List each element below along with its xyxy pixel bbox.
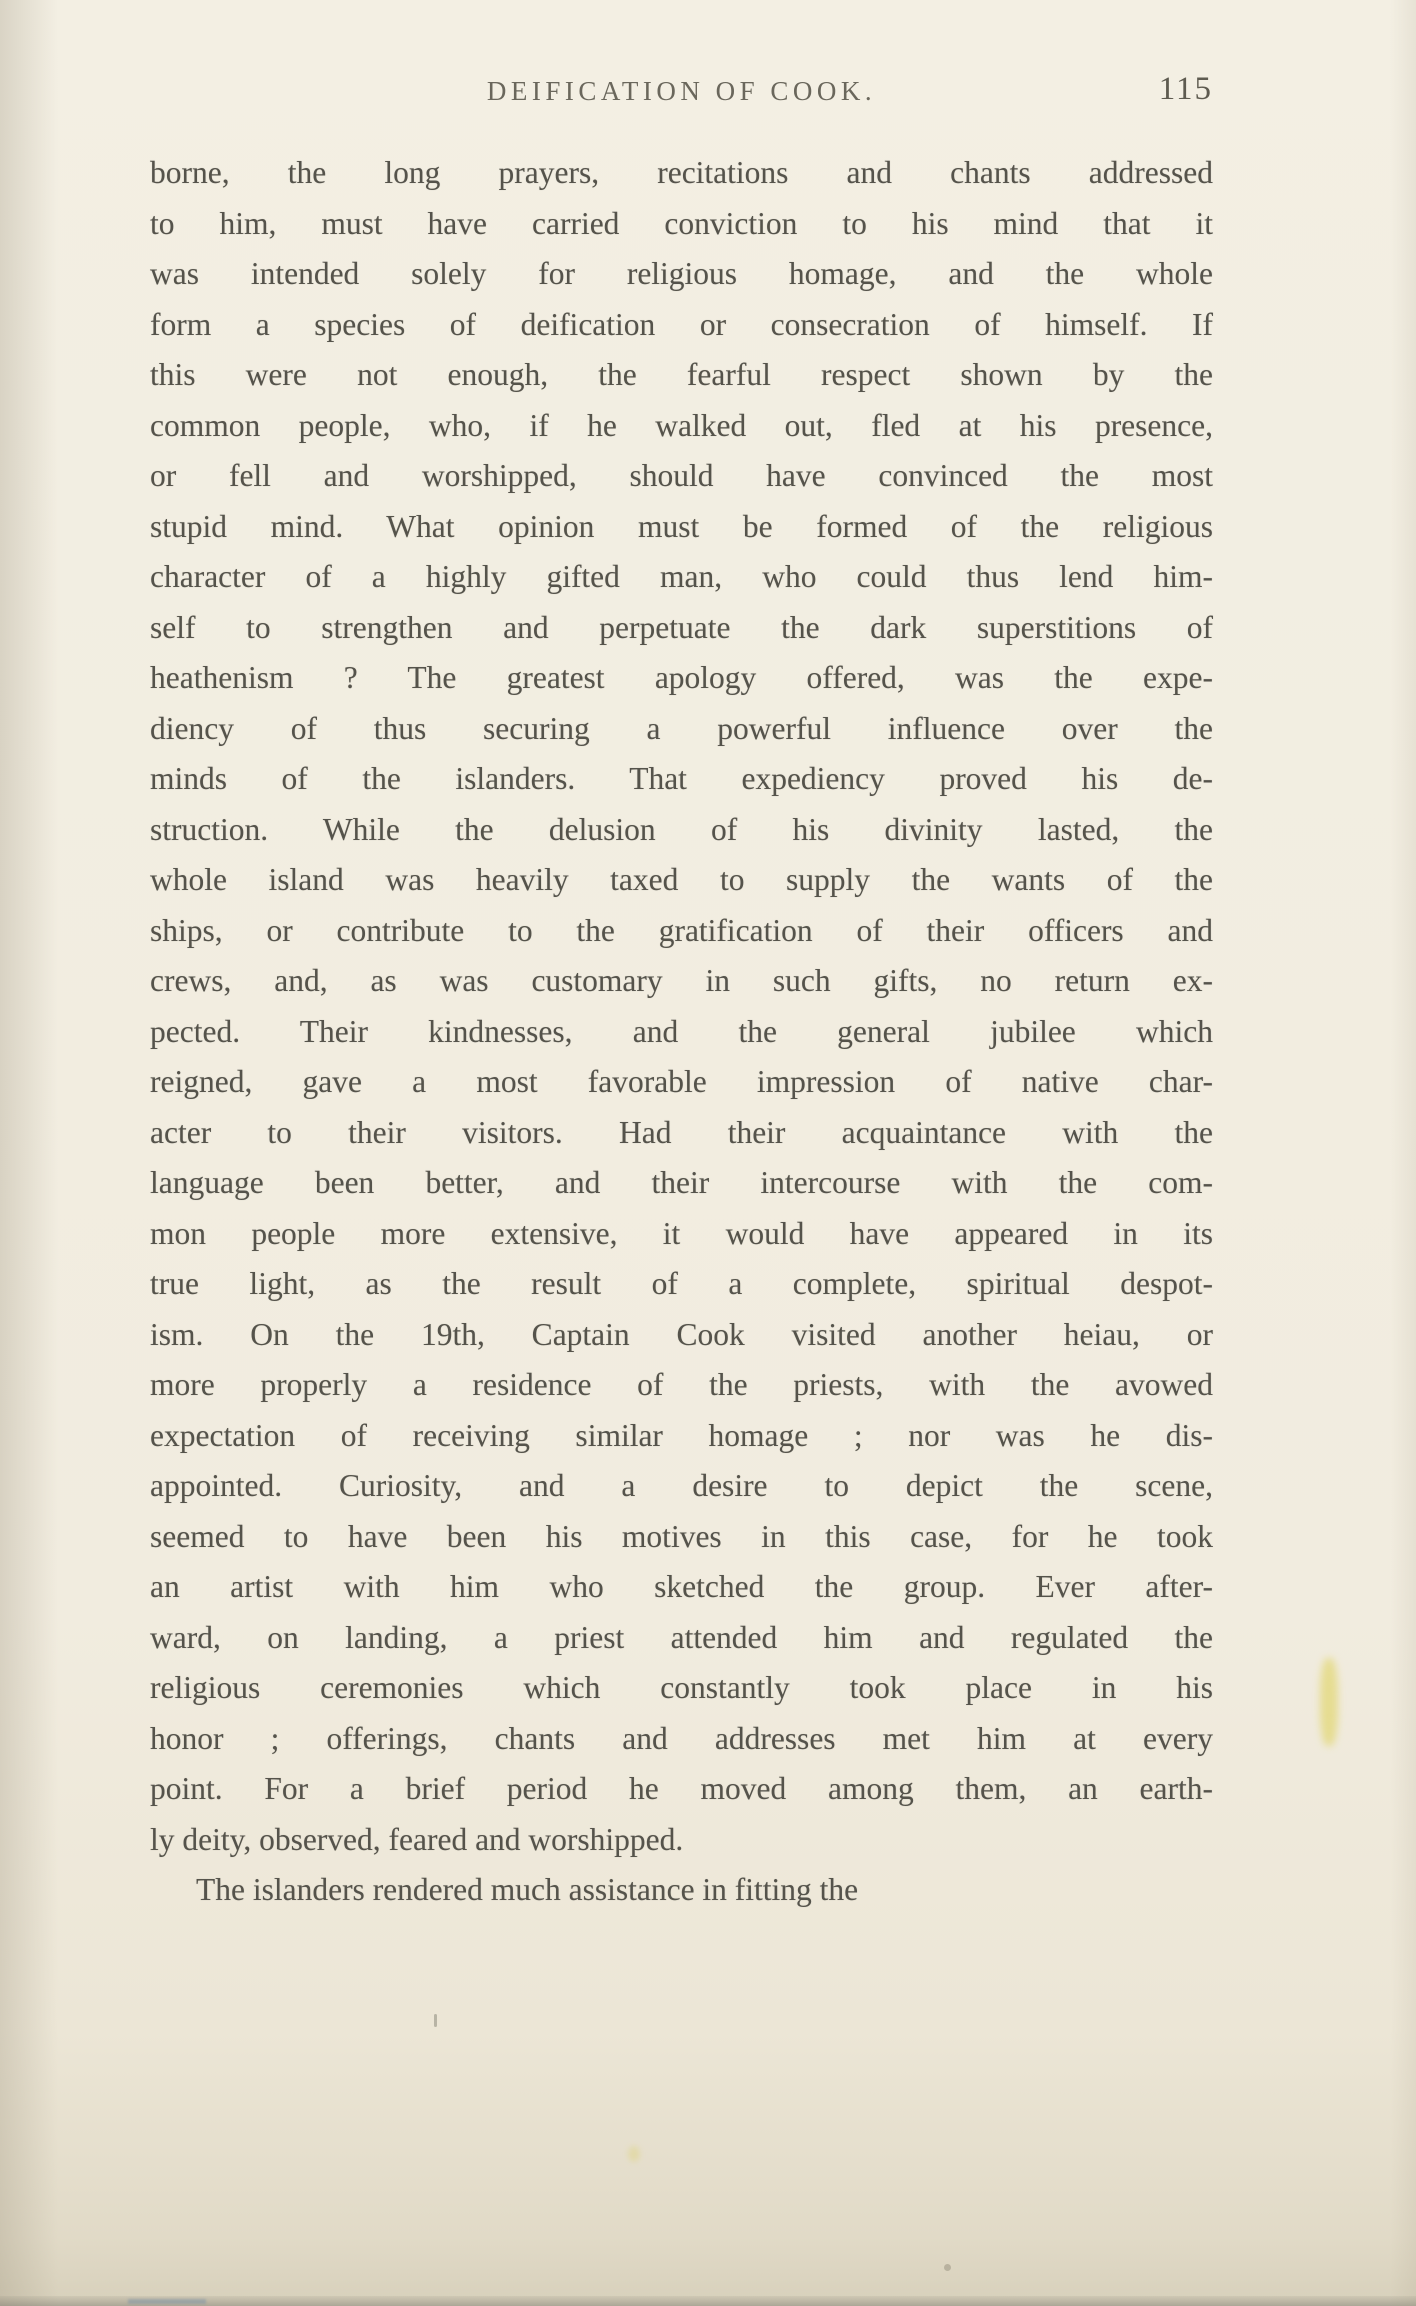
text-line: acter to their visitors. Had their acquaintance with the bbox=[150, 1114, 1213, 1150]
paragraph-islanders bbox=[150, 1865, 1213, 1916]
text-line: ships, or contribute to the gratification of their officers and bbox=[150, 912, 1213, 948]
page-body bbox=[150, 148, 1213, 1916]
text-line: appointed. Curiosity, and a desire to depict the scene, bbox=[150, 1468, 1213, 1503]
text-line: character of a highly gifted man, who could thus lend him- bbox=[150, 559, 1213, 594]
text-line: this were not enough, the fearful respect shown by the bbox=[150, 357, 1213, 392]
text-line: to him, must have carried conviction to his mind that it bbox=[150, 205, 1213, 241]
page-stain bbox=[628, 2146, 640, 2162]
text-line: seemed to have been his motives in this case, for he took bbox=[150, 1518, 1213, 1554]
text-line: mon people more extensive, it would have appeared in its bbox=[150, 1215, 1213, 1251]
page-edge-mark bbox=[128, 2299, 206, 2304]
text-line: more properly a residence of the priests, with the avowed bbox=[150, 1367, 1213, 1402]
page-stain bbox=[1320, 1658, 1338, 1746]
page-speck bbox=[434, 2014, 437, 2027]
text-line: stupid mind. What opinion must be formed of the religious bbox=[150, 508, 1213, 544]
text-line: common people, who, if he walked out, fled at his presence, bbox=[150, 407, 1213, 443]
text-line: diency of thus securing a powerful influence over the bbox=[150, 710, 1213, 746]
text-line: or fell and worshipped, should have convinced the most bbox=[150, 458, 1213, 493]
text-line: minds of the islanders. That expediency proved his de- bbox=[150, 761, 1213, 796]
text-line: borne, the long prayers, recitations and chants addressed bbox=[150, 155, 1213, 190]
text-line: point. For a brief period he moved among them, an earth- bbox=[150, 1771, 1213, 1806]
text-line: ism. On the 19th, Captain Cook visited another heiau, or bbox=[150, 1316, 1213, 1352]
text-line: crews, and, as was customary in such gifts, no return ex- bbox=[150, 963, 1213, 998]
text-line: an artist with him who sketched the group. Ever after- bbox=[150, 1569, 1213, 1604]
text-line: struction. While the delusion of his divinity lasted, the bbox=[150, 811, 1213, 847]
text-line: expectation of receiving similar homage ; nor was he dis- bbox=[150, 1417, 1213, 1453]
running-title: DEIFICATION OF COOK. bbox=[486, 76, 877, 106]
text-line: was intended solely for religious homage, and the whole bbox=[150, 256, 1213, 291]
text-line: true light, as the result of a complete, spiritual despot- bbox=[150, 1266, 1213, 1301]
page-bottom-edge bbox=[0, 2296, 1416, 2306]
text-line: ly deity, observed, feared and worshipped. bbox=[150, 1821, 684, 1857]
paragraph-main bbox=[150, 148, 1213, 1865]
text-line: reigned, gave a most favorable impression of native char- bbox=[150, 1064, 1213, 1099]
text-line: religious ceremonies which constantly took place in his bbox=[150, 1670, 1213, 1705]
text-line: whole island was heavily taxed to supply the wants of the bbox=[150, 862, 1213, 897]
text-line: form a species of deification or consecration of himself. If bbox=[150, 306, 1213, 342]
text-line: ward, on landing, a priest attended him and regulated the bbox=[150, 1619, 1213, 1655]
text-line: heathenism ? The greatest apology offered, was the expe- bbox=[150, 660, 1213, 695]
text-line: honor ; offerings, chants and addresses met him at every bbox=[150, 1720, 1213, 1756]
text-line: The islanders rendered much assistance in fitting the bbox=[196, 1872, 859, 1907]
text-line: self to strengthen and perpetuate the dark superstitions of bbox=[150, 609, 1213, 645]
page-header bbox=[150, 71, 1213, 122]
page-number: 115 bbox=[1158, 71, 1213, 107]
text-line: pected. Their kindnesses, and the general jubilee which bbox=[150, 1013, 1213, 1049]
page-speck bbox=[944, 2264, 951, 2271]
text-line: language been better, and their intercourse with the com- bbox=[150, 1165, 1213, 1200]
